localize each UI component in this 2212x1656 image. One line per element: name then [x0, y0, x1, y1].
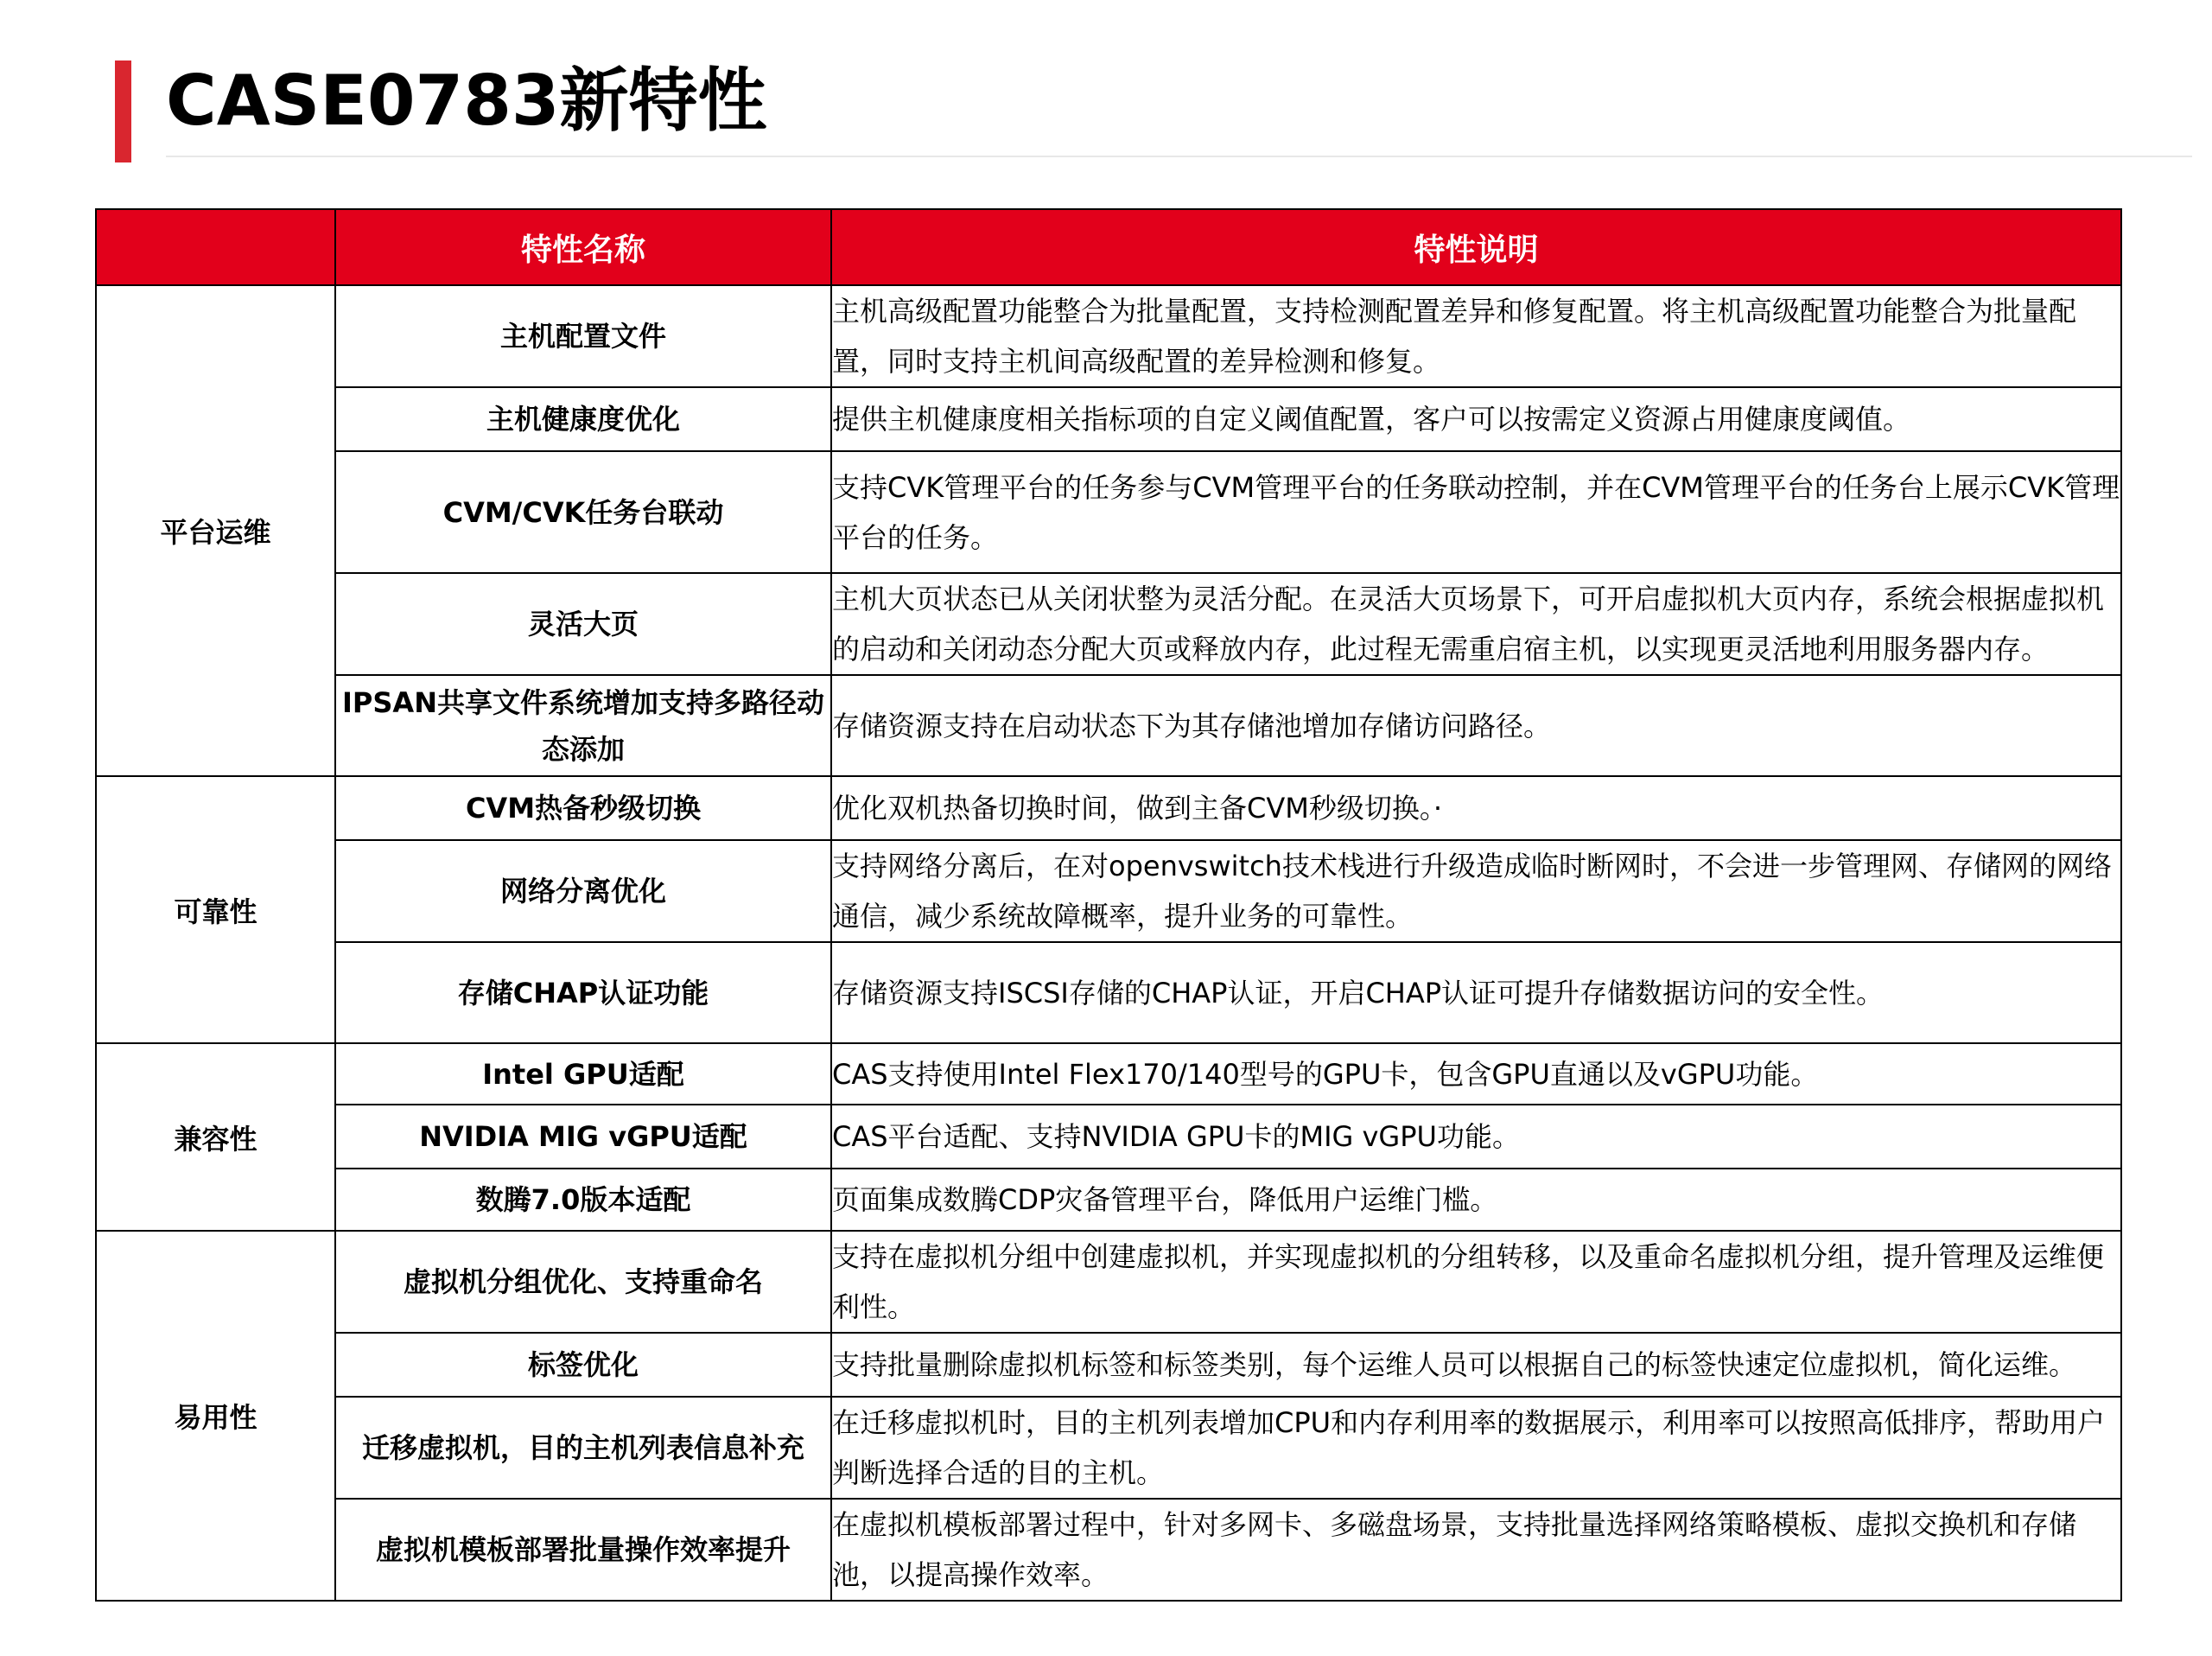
feature-description: 支持网络分离后，在对openvswitch技术栈进行升级造成临时断网时，不会进一步管理网、存储网的网络通信，减少系统故障概率，提升业务的可靠性。 [831, 840, 2121, 942]
table-row [96, 1169, 2121, 1231]
table-row [96, 1231, 2121, 1333]
feature-name: 迁移虚拟机，目的主机列表信息补充 [335, 1397, 831, 1499]
table-row [96, 675, 2121, 776]
category-cell: 兼容性 [96, 1043, 335, 1231]
feature-name: 数腾7.0版本适配 [335, 1169, 831, 1231]
table-row [96, 1043, 2121, 1105]
feature-name: 网络分离优化 [335, 840, 831, 942]
table-row [96, 1333, 2121, 1397]
feature-description: 存储资源支持在启动状态下为其存储池增加存储访问路径。 [831, 675, 2121, 776]
feature-name: 主机配置文件 [335, 285, 831, 387]
feature-description: 支持CVK管理平台的任务参与CVM管理平台的任务联动控制，并在CVM管理平台的任务台上展示CVK管理平台的任务。 [831, 451, 2121, 573]
header-feature-description: 特性说明 [831, 209, 2121, 285]
table-row [96, 573, 2121, 675]
feature-description: 提供主机健康度相关指标项的自定义阈值配置，客户可以按需定义资源占用健康度阈值。 [831, 387, 2121, 451]
table-row [96, 387, 2121, 451]
table-row [96, 1397, 2121, 1499]
feature-description: 主机大页状态已从关闭状整为灵活分配。在灵活大页场景下，可开启虚拟机大页内存，系统会根据虚拟机的启动和关闭动态分配大页或释放内存，此过程无需重启宿主机，以实现更灵活地利用服务器内存。 [831, 573, 2121, 675]
feature-description: 支持在虚拟机分组中创建虚拟机，并实现虚拟机的分组转移，以及重命名虚拟机分组，提升管理及运维便利性。 [831, 1231, 2121, 1333]
feature-name: CVM/CVK任务台联动 [335, 451, 831, 573]
feature-description: 支持批量删除虚拟机标签和标签类别，每个运维人员可以根据自己的标签快速定位虚拟机，简化运维。 [831, 1333, 2121, 1397]
feature-description: 存储资源支持ISCSI存储的CHAP认证，开启CHAP认证可提升存储数据访问的安全性。 [831, 942, 2121, 1043]
feature-description: CAS平台适配、支持NVIDIA GPU卡的MIG vGPU功能。 [831, 1105, 2121, 1169]
feature-name: 虚拟机模板部署批量操作效率提升 [335, 1499, 831, 1601]
feature-description: 在虚拟机模板部署过程中，针对多网卡、多磁盘场景，支持批量选择网络策略模板、虚拟交换机和存储池，以提高操作效率。 [831, 1499, 2121, 1601]
feature-name: 灵活大页 [335, 573, 831, 675]
table-row [96, 451, 2121, 573]
title-divider [166, 156, 2192, 157]
page-title: CASE0783新特性 [166, 61, 767, 141]
table-row [96, 776, 2121, 840]
category-cell: 易用性 [96, 1231, 335, 1601]
feature-name: CVM热备秒级切换 [335, 776, 831, 840]
feature-description: 优化双机热备切换时间，做到主备CVM秒级切换。· [831, 776, 2121, 840]
table-row [96, 1105, 2121, 1169]
feature-name: 标签优化 [335, 1333, 831, 1397]
feature-name: Intel GPU适配 [335, 1043, 831, 1105]
category-cell: 可靠性 [96, 776, 335, 1043]
feature-description: 主机高级配置功能整合为批量配置，支持检测配置差异和修复配置。将主机高级配置功能整合为批量配置，同时支持主机间高级配置的差异检测和修复。 [831, 285, 2121, 387]
header-category [96, 209, 335, 285]
table-row [96, 1499, 2121, 1601]
feature-table [95, 208, 2122, 1602]
feature-description: CAS支持使用Intel Flex170/140型号的GPU卡，包含GPU直通以及vGPU功能。 [831, 1043, 2121, 1105]
feature-name: NVIDIA MIG vGPU适配 [335, 1105, 831, 1169]
feature-name: IPSAN共享文件系统增加支持多路径动态添加 [335, 675, 831, 776]
table-row [96, 285, 2121, 387]
feature-description: 页面集成数腾CDP灾备管理平台，降低用户运维门槛。 [831, 1169, 2121, 1231]
title-accent-bar [115, 61, 131, 162]
table-row [96, 942, 2121, 1043]
feature-name: 虚拟机分组优化、支持重命名 [335, 1231, 831, 1333]
feature-description: 在迁移虚拟机时，目的主机列表增加CPU和内存利用率的数据展示，利用率可以按照高低排序，帮助用户判断选择合适的目的主机。 [831, 1397, 2121, 1499]
table-header-row [96, 209, 2121, 285]
table-row [96, 840, 2121, 942]
category-cell: 平台运维 [96, 285, 335, 776]
feature-name: 主机健康度优化 [335, 387, 831, 451]
header-feature-name: 特性名称 [335, 209, 831, 285]
feature-name: 存储CHAP认证功能 [335, 942, 831, 1043]
